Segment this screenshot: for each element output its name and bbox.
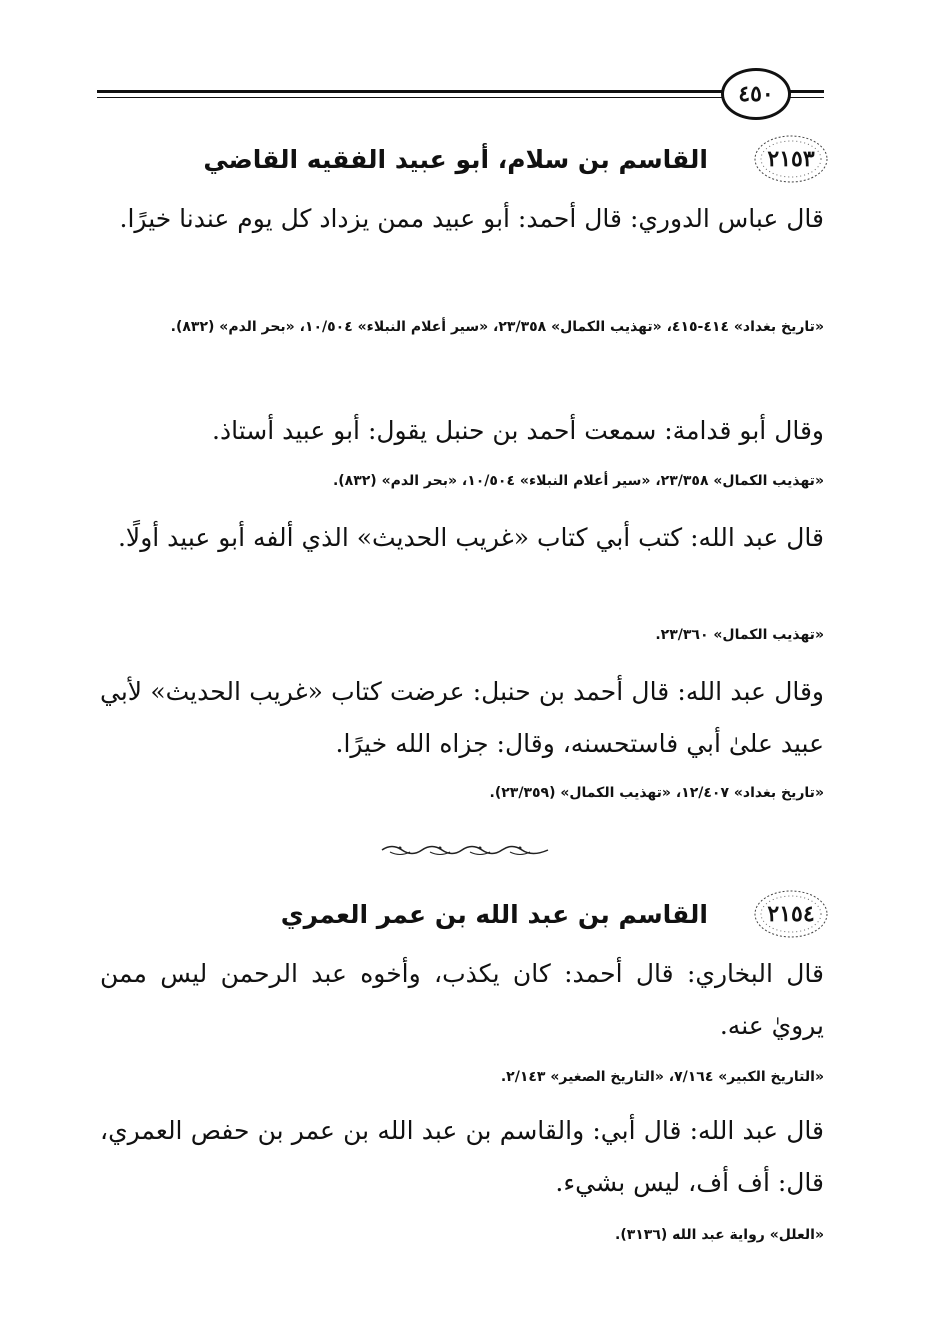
entry-number: ٢١٥٣ [767, 146, 815, 172]
header-rule-thin [97, 97, 729, 98]
entry-text: قال عبد الله: قال أبي: والقاسم بن عبد الله بن عمر بن حفص العمري، قال: أف أف، ليس بشيء. [100, 1116, 824, 1197]
page-header [97, 60, 824, 130]
citation: «تاريخ بغداد» ١٢/٤٠٧، «تهذيب الكمال» (٢٣/٣٥٩). [489, 785, 824, 801]
entry-text: وقال عبد الله: قال أحمد بن حنبل: عرضت كتاب «غريب الحديث» لأبي عبيد علىٰ أبي فاستحسنه، وقال: جزاه الله خيرًا. [100, 677, 824, 758]
entry-title: القاسم بن سلام، أبو عبيد الفقيه القاضي [203, 144, 708, 174]
page-number: ٤٥٠ [738, 81, 774, 107]
entry-heading [100, 133, 830, 185]
citation: «التاريخ الكبير» ٧/١٦٤، «التاريخ الصغير» ٢/١٤٣. [500, 1069, 824, 1085]
entry-heading [100, 888, 830, 940]
entry-number-medallion [752, 133, 830, 185]
section-divider-ornament-icon [380, 842, 550, 858]
citation: «العلل» رواية عبد الله (٣١٣٦). [615, 1227, 824, 1243]
entry-text: قال عبد الله: كتب أبي كتاب «غريب الحديث» الذي ألفه أبو عبيد أولًا. [117, 523, 824, 552]
citation: «تهذيب الكمال» ٢٣/٣٥٨، «سير أعلام النبلاء» ١٠/٥٠٤، «بحر الدم» (٨٣٢). [332, 473, 824, 489]
entry-title: القاسم بن عبد الله بن عمر العمري [280, 899, 708, 929]
header-rule [97, 90, 729, 93]
page-number-badge [721, 68, 791, 120]
entry-number-medallion [752, 888, 830, 940]
entry-text: قال عباس الدوري: قال أحمد: أبو عبيد ممن يزداد كل يوم عندنا خيرًا. [119, 204, 824, 233]
citation: «تهذيب الكمال» ٢٣/٣٦٠. [655, 627, 824, 643]
entry-text: قال البخاري: قال أحمد: كان يكذب، وأخوه عبد الرحمن ليس ممن يرويٰ عنه. [100, 959, 824, 1040]
citation: «تاريخ بغداد» ٤١٤-٤١٥، «تهذيب الكمال» ٢٣/٣٥٨، «سير أعلام النبلاء» ١٠/٥٠٤، «بحر الدم» (٨٣٢). [170, 319, 824, 335]
header-rule-right-thin [785, 97, 824, 98]
entry-text: وقال أبو قدامة: سمعت أحمد بن حنبل يقول: أبو عبيد أستاذ. [212, 416, 824, 445]
entry-number: ٢١٥٤ [767, 901, 815, 927]
